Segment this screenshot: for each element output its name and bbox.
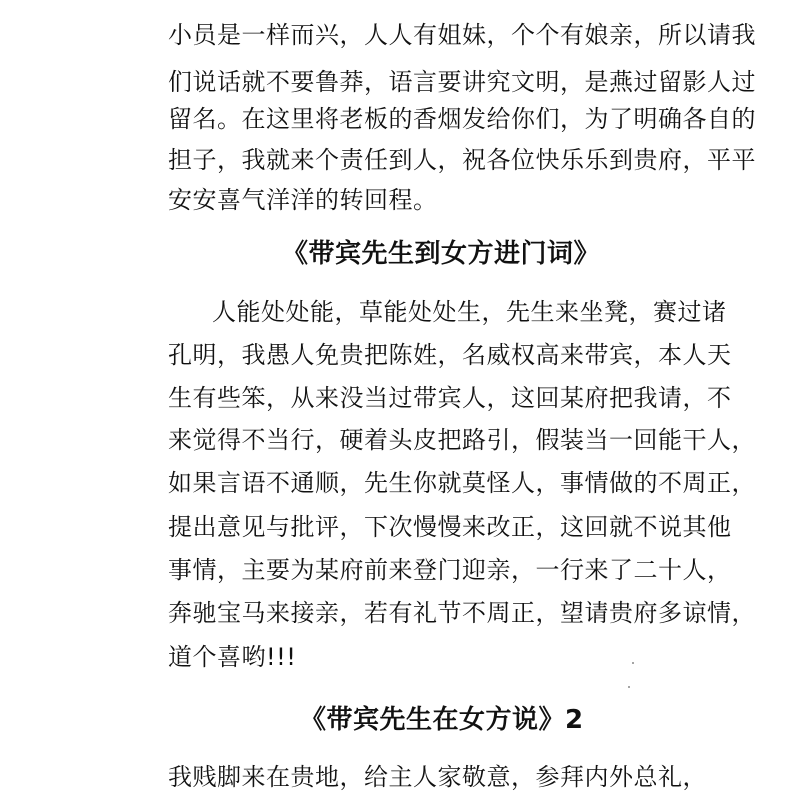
paragraph-line: 留名。在这里将老板的香烟发给你们，为了明确各自的 (168, 105, 756, 133)
paragraph-line: 们说话就不要鲁莽，语言要讲究文明，是燕过留影人过 (168, 68, 756, 96)
paragraph-line: 奔驰宝马来接亲，若有礼节不周正，望请贵府多谅情， (168, 599, 756, 627)
paragraph-line: 孔明，我愚人免贵把陈姓，名威权高来带宾，本人天 (168, 341, 732, 369)
paragraph-line: 来觉得不当行，硬着头皮把路引，假装当一回能干人， (168, 426, 756, 454)
paragraph-line: 我贱脚来在贵地，给主人家敬意，参拜内外总礼， (168, 763, 707, 791)
paragraph-line: 提出意见与批评，下次慢慢来改正，这回就不说其他 (168, 513, 732, 541)
section-heading: 《带宾先生在女方说》2 (300, 705, 584, 735)
scan-speck (632, 662, 634, 664)
paragraph-line: 担子，我就来个责任到人，祝各位快乐乐到贵府，平平 (168, 146, 756, 174)
paragraph-line: 生有些笨，从来没当过带宾人，这回某府把我请，不 (168, 384, 732, 412)
paragraph-line: 事情，主要为某府前来登门迎亲，一行来了二十人， (168, 556, 732, 584)
paragraph-line: 安安喜气洋洋的转回程。 (168, 186, 438, 214)
paragraph-line: 小员是一样而兴，人人有姐妹，个个有娘亲，所以请我 (168, 21, 756, 49)
paragraph-line: 如果言语不通顺，先生你就莫怪人，事情做的不周正， (168, 469, 756, 497)
section-heading: 《带宾先生到女方进门词》 (282, 239, 601, 269)
scan-speck (628, 686, 630, 688)
paragraph-line: 道个喜哟!!! (168, 643, 297, 671)
paragraph-line: 人能处处能，草能处处生，先生来坐凳，赛过诸 (212, 298, 727, 326)
